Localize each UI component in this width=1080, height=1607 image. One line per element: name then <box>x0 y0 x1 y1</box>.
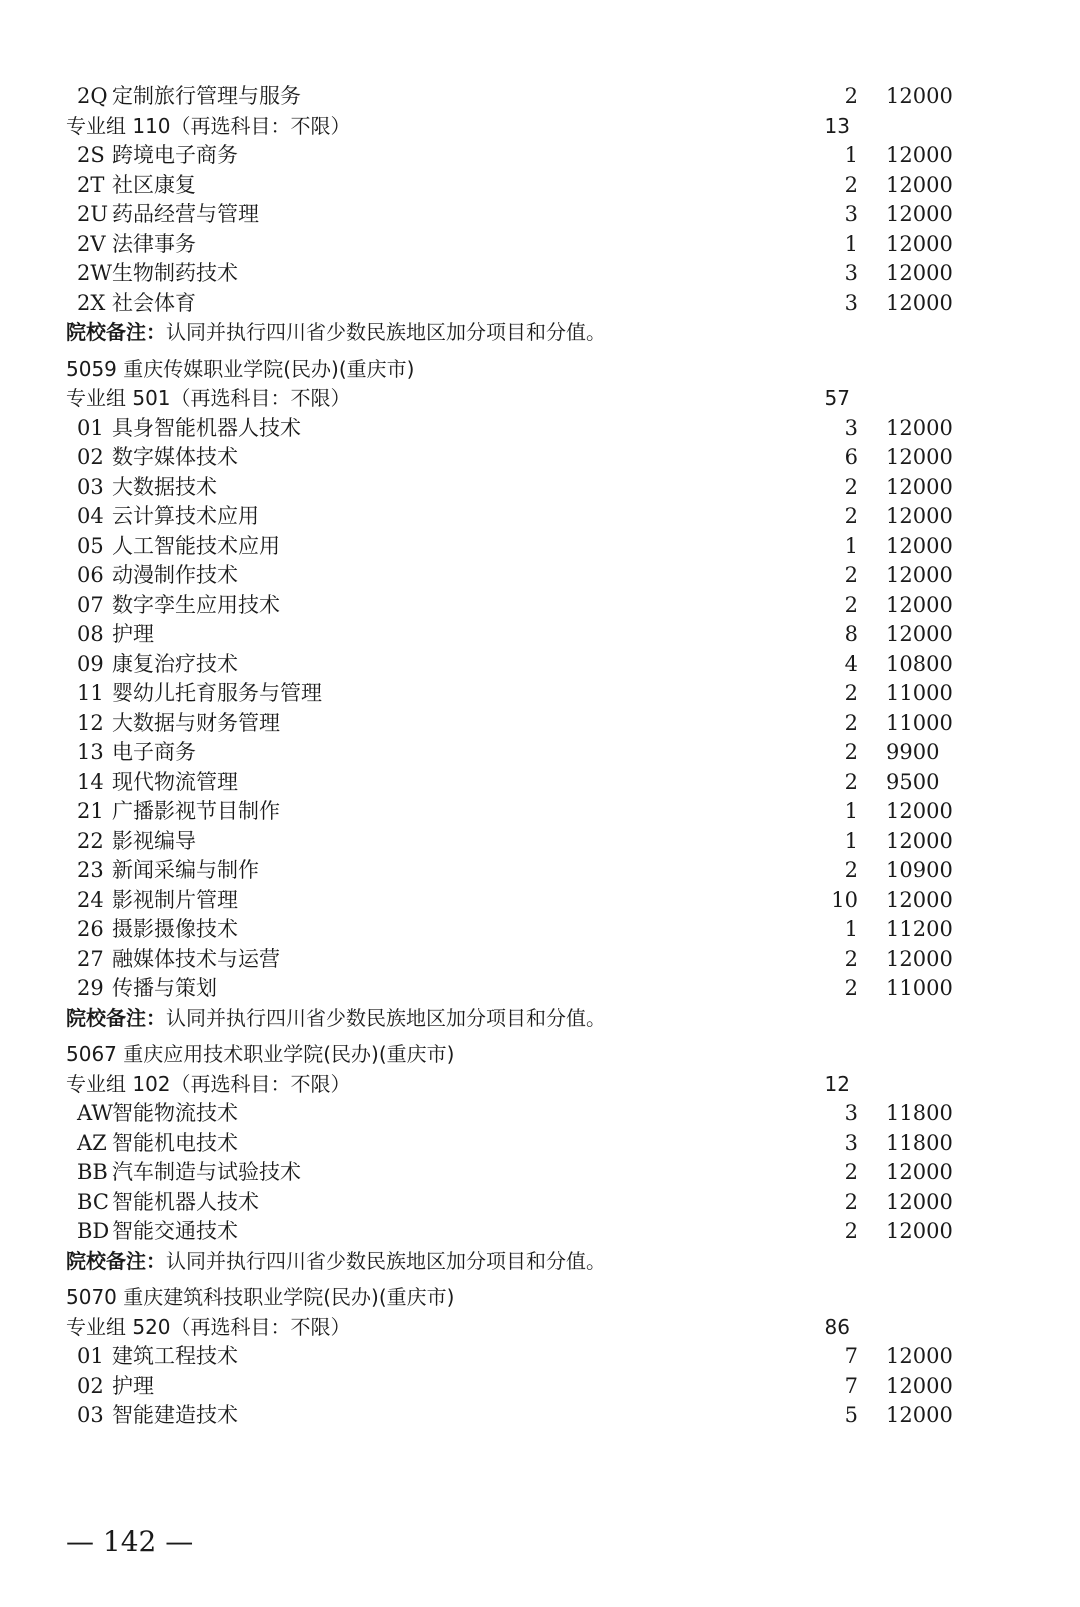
major-code: 09 <box>77 651 104 676</box>
plan-count: 2 <box>844 84 858 108</box>
major-group-row <box>0 1313 1080 1343</box>
college-name: 5059 重庆传媒职业学院(民办)(重庆市) <box>66 356 415 381</box>
college-name: 5070 重庆建筑科技职业学院(民办)(重庆市) <box>66 1285 455 1309</box>
major-code: 26 <box>77 917 104 941</box>
major-code: 2T <box>77 172 105 197</box>
plan-count: 2 <box>844 710 858 735</box>
group-count: 13 <box>824 113 850 138</box>
major-row <box>0 259 1080 289</box>
major-code: 27 <box>77 946 104 971</box>
tuition-fee: 12000 <box>886 84 953 108</box>
plan-count: 2 <box>844 769 858 794</box>
major-name: 人工智能技术应用 <box>112 533 280 558</box>
college-note-label: 院校备注： <box>66 1005 166 1030</box>
plan-count: 8 <box>844 622 858 646</box>
tuition-fee: 12000 <box>886 563 953 587</box>
major-group-row <box>0 112 1080 142</box>
major-row <box>0 1129 1080 1159</box>
plan-count: 4 <box>844 651 858 676</box>
major-name: 康复治疗技术 <box>112 651 238 676</box>
tuition-fee: 12000 <box>886 261 953 285</box>
major-name: 影视编导 <box>112 828 196 853</box>
tuition-fee: 9500 <box>886 769 940 794</box>
major-name: 跨境电子商务 <box>112 143 238 167</box>
plan-count: 2 <box>844 1219 858 1243</box>
major-code: 03 <box>77 1403 104 1427</box>
major-row <box>0 591 1080 621</box>
tuition-fee: 11000 <box>886 710 953 735</box>
major-code: 2W <box>77 261 112 285</box>
major-name: 智能机电技术 <box>112 1130 238 1155</box>
tuition-fee: 12000 <box>886 474 953 499</box>
major-name: 新闻采编与制作 <box>112 858 259 882</box>
tuition-fee: 12000 <box>886 290 953 315</box>
major-code: BD <box>77 1219 110 1243</box>
major-name: 护理 <box>112 622 154 646</box>
plan-count: 2 <box>844 1189 858 1214</box>
tuition-fee: 12000 <box>886 231 953 256</box>
major-group-row <box>0 384 1080 414</box>
major-row <box>0 1158 1080 1188</box>
major-row <box>0 1401 1080 1431</box>
major-row <box>0 915 1080 945</box>
plan-count: 2 <box>844 740 858 764</box>
plan-count: 5 <box>844 1403 858 1427</box>
major-row <box>0 1342 1080 1372</box>
college-note-body: 认同并执行四川省少数民族地区加分项目和分值。 <box>166 320 606 344</box>
major-code: 08 <box>77 622 104 646</box>
plan-count: 2 <box>844 976 858 1000</box>
major-name: 智能物流技术 <box>112 1101 238 1125</box>
plan-count: 10 <box>831 887 858 912</box>
college-header <box>0 1283 1080 1313</box>
group-count: 86 <box>824 1314 850 1339</box>
plan-count: 3 <box>844 1130 858 1155</box>
major-row <box>0 1372 1080 1402</box>
major-name: 传播与策划 <box>112 976 217 1000</box>
tuition-fee: 12000 <box>886 533 953 558</box>
major-code: 13 <box>77 740 104 764</box>
tuition-fee: 12000 <box>886 415 953 440</box>
plan-count: 7 <box>844 1344 858 1368</box>
major-name: 药品经营与管理 <box>112 202 259 226</box>
major-name: 大数据技术 <box>112 474 217 499</box>
tuition-fee: 12000 <box>886 1189 953 1214</box>
major-code: 07 <box>77 592 104 617</box>
admission-plan-list <box>0 82 1080 1431</box>
college-header <box>0 1040 1080 1070</box>
major-group-label: 专业组 520（再选科目：不限） <box>66 1314 351 1339</box>
major-group-label: 专业组 110（再选科目：不限） <box>66 113 351 138</box>
plan-count: 2 <box>844 1160 858 1184</box>
major-row <box>0 1188 1080 1218</box>
major-code: 2V <box>77 231 106 256</box>
tuition-fee: 9900 <box>886 740 940 764</box>
major-row <box>0 679 1080 709</box>
plan-count: 7 <box>844 1373 858 1398</box>
plan-count: 2 <box>844 592 858 617</box>
major-row <box>0 620 1080 650</box>
plan-count: 2 <box>844 172 858 197</box>
major-name: 社会体育 <box>112 290 196 315</box>
tuition-fee: 12000 <box>886 445 953 469</box>
tuition-fee: 12000 <box>886 1373 953 1398</box>
major-name: 婴幼儿托育服务与管理 <box>112 681 322 705</box>
major-code: 2Q <box>77 84 108 108</box>
major-code: 11 <box>77 681 104 705</box>
major-row <box>0 443 1080 473</box>
major-name: 云计算技术应用 <box>112 504 259 528</box>
college-name: 5067 重庆应用技术职业学院(民办)(重庆市) <box>66 1042 455 1066</box>
major-row <box>0 171 1080 201</box>
tuition-fee: 11800 <box>886 1101 953 1125</box>
major-row <box>0 738 1080 768</box>
major-name: 摄影摄像技术 <box>112 917 238 941</box>
major-name: 汽车制造与试验技术 <box>112 1160 301 1184</box>
major-name: 智能交通技术 <box>112 1219 238 1243</box>
plan-count: 3 <box>844 202 858 226</box>
major-group-label: 专业组 501（再选科目：不限） <box>66 386 351 410</box>
major-row <box>0 945 1080 975</box>
major-code: 03 <box>77 474 104 499</box>
major-row <box>0 1217 1080 1247</box>
major-code: 02 <box>77 445 104 469</box>
major-code: BB <box>77 1160 108 1184</box>
major-code: 29 <box>77 976 104 1000</box>
tuition-fee: 11000 <box>886 976 953 1000</box>
tuition-fee: 12000 <box>886 143 953 167</box>
college-note-body: 认同并执行四川省少数民族地区加分项目和分值。 <box>166 1248 606 1273</box>
major-code: AW <box>77 1101 113 1125</box>
major-name: 建筑工程技术 <box>112 1344 238 1368</box>
major-name: 护理 <box>112 1373 154 1398</box>
major-code: 01 <box>77 415 104 440</box>
plan-count: 2 <box>844 858 858 882</box>
major-name: 大数据与财务管理 <box>112 710 280 735</box>
tuition-fee: 12000 <box>886 946 953 971</box>
major-row <box>0 502 1080 532</box>
major-code: 2U <box>77 202 109 226</box>
major-code: 21 <box>77 799 104 823</box>
major-row <box>0 200 1080 230</box>
major-code: AZ <box>77 1130 107 1155</box>
college-header <box>0 355 1080 385</box>
major-name: 广播影视节目制作 <box>112 799 280 823</box>
major-name: 动漫制作技术 <box>112 563 238 587</box>
plan-count: 2 <box>844 563 858 587</box>
college-note-label: 院校备注： <box>66 1248 166 1273</box>
page-number: — 142 — <box>66 1525 194 1558</box>
major-name: 数字媒体技术 <box>112 445 238 469</box>
major-code: 2X <box>77 290 106 315</box>
major-name: 社区康复 <box>112 172 196 197</box>
major-code: 05 <box>77 533 104 558</box>
major-code: 02 <box>77 1373 104 1398</box>
major-code: 22 <box>77 828 104 853</box>
tuition-fee: 12000 <box>886 622 953 646</box>
plan-count: 2 <box>844 946 858 971</box>
major-name: 现代物流管理 <box>112 769 238 794</box>
major-group-row <box>0 1070 1080 1100</box>
college-note-body: 认同并执行四川省少数民族地区加分项目和分值。 <box>166 1005 606 1030</box>
major-name: 具身智能机器人技术 <box>112 415 301 440</box>
major-group-label: 专业组 102（再选科目：不限） <box>66 1071 351 1096</box>
college-note-text <box>66 1247 606 1277</box>
major-name: 生物制药技术 <box>112 261 238 285</box>
plan-count: 2 <box>844 681 858 705</box>
tuition-fee: 12000 <box>886 1403 953 1427</box>
major-name: 融媒体技术与运营 <box>112 946 280 971</box>
major-row <box>0 473 1080 503</box>
major-row <box>0 561 1080 591</box>
major-code: BC <box>77 1189 109 1214</box>
major-name: 电子商务 <box>112 740 196 764</box>
plan-count: 1 <box>844 231 858 256</box>
plan-count: 3 <box>844 1101 858 1125</box>
tuition-fee: 12000 <box>886 1219 953 1243</box>
plan-count: 3 <box>844 290 858 315</box>
major-row <box>0 1099 1080 1129</box>
tuition-fee: 12000 <box>886 828 953 853</box>
college-note <box>0 318 1080 348</box>
plan-count: 6 <box>844 445 858 469</box>
tuition-fee: 12000 <box>886 592 953 617</box>
group-count: 12 <box>824 1071 850 1096</box>
major-code: 04 <box>77 504 104 528</box>
tuition-fee: 12000 <box>886 504 953 528</box>
college-note-text <box>66 318 606 348</box>
major-name: 智能建造技术 <box>112 1403 238 1427</box>
plan-count: 1 <box>844 533 858 558</box>
major-row <box>0 289 1080 319</box>
major-name: 法律事务 <box>112 231 196 256</box>
plan-count: 3 <box>844 415 858 440</box>
major-code: 23 <box>77 858 104 882</box>
major-row <box>0 886 1080 916</box>
college-note-text <box>66 1004 606 1034</box>
major-code: 12 <box>77 710 104 735</box>
major-name: 定制旅行管理与服务 <box>112 84 301 108</box>
major-name: 智能机器人技术 <box>112 1189 259 1214</box>
tuition-fee: 10800 <box>886 651 953 676</box>
tuition-fee: 12000 <box>886 202 953 226</box>
major-row <box>0 974 1080 1004</box>
major-name: 数字孪生应用技术 <box>112 592 280 617</box>
college-note-label: 院校备注： <box>66 320 166 344</box>
major-row <box>0 532 1080 562</box>
major-row <box>0 856 1080 886</box>
major-row <box>0 141 1080 171</box>
major-row <box>0 230 1080 260</box>
major-code: 2S <box>77 143 105 167</box>
tuition-fee: 12000 <box>886 887 953 912</box>
tuition-fee: 10900 <box>886 858 953 882</box>
tuition-fee: 12000 <box>886 1344 953 1368</box>
plan-count: 1 <box>844 828 858 853</box>
major-row <box>0 827 1080 857</box>
major-code: 24 <box>77 887 104 912</box>
major-name: 影视制片管理 <box>112 887 238 912</box>
tuition-fee: 12000 <box>886 172 953 197</box>
major-row <box>0 82 1080 112</box>
major-row <box>0 797 1080 827</box>
major-row <box>0 768 1080 798</box>
college-note <box>0 1004 1080 1034</box>
college-note <box>0 1247 1080 1277</box>
tuition-fee: 12000 <box>886 1160 953 1184</box>
major-row <box>0 709 1080 739</box>
major-row <box>0 414 1080 444</box>
group-count: 57 <box>824 386 850 410</box>
plan-count: 1 <box>844 799 858 823</box>
major-code: 06 <box>77 563 104 587</box>
plan-count: 2 <box>844 474 858 499</box>
plan-count: 1 <box>844 143 858 167</box>
plan-count: 2 <box>844 504 858 528</box>
plan-count: 1 <box>844 917 858 941</box>
tuition-fee: 11200 <box>886 917 953 941</box>
tuition-fee: 12000 <box>886 799 953 823</box>
plan-count: 3 <box>844 261 858 285</box>
major-code: 14 <box>77 769 104 794</box>
major-row <box>0 650 1080 680</box>
tuition-fee: 11000 <box>886 681 953 705</box>
tuition-fee: 11800 <box>886 1130 953 1155</box>
major-code: 01 <box>77 1344 104 1368</box>
